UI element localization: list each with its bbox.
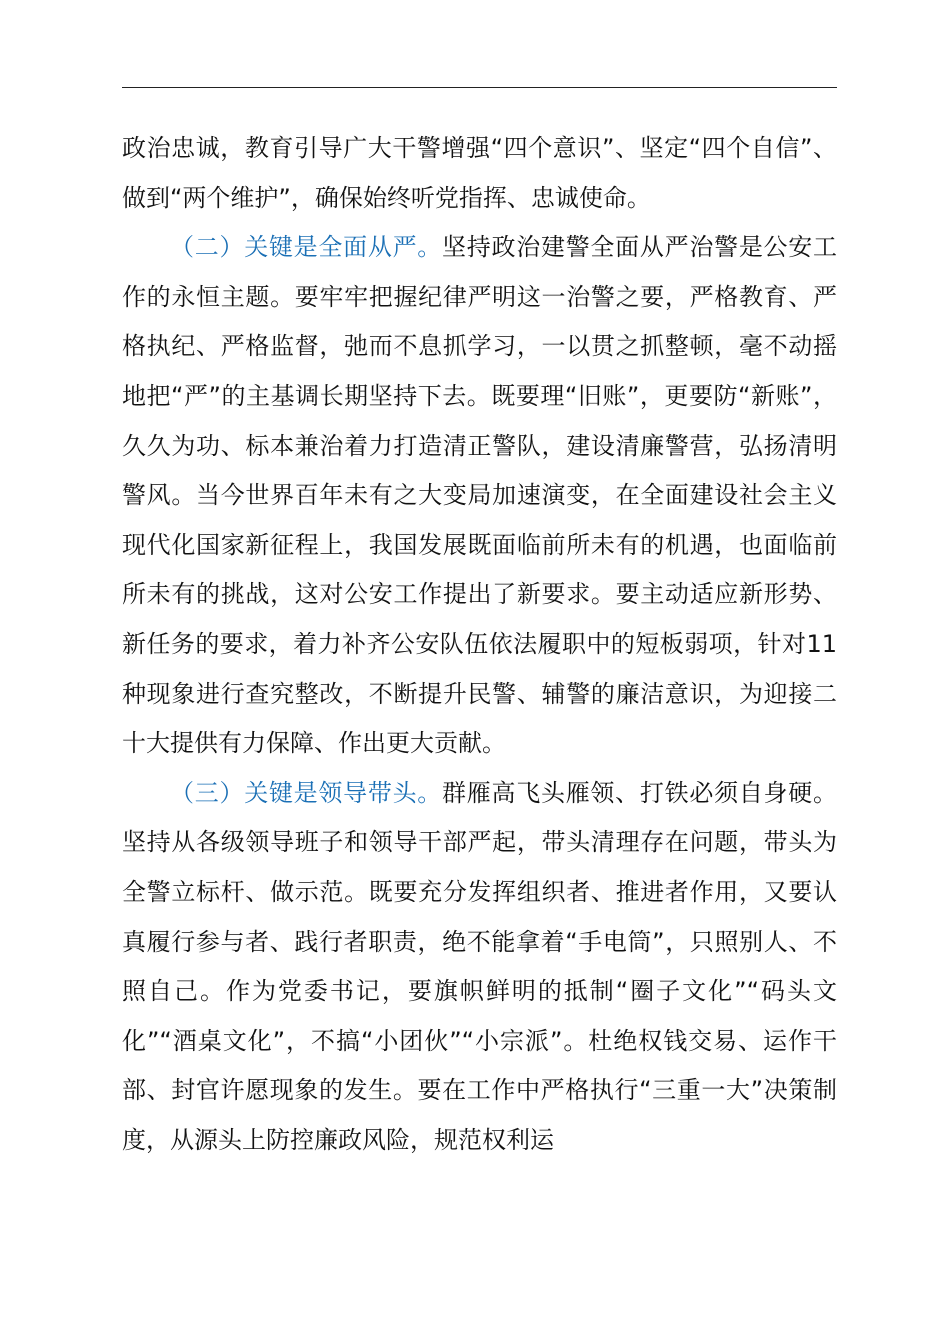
paragraph-continuation <box>122 124 837 223</box>
paragraph-body: 群雁高飞头雁领、打铁必须自身硬。坚持从各级领导班子和领导干部严起，带头清理存在问题，带头为全警立标杆、做示范。既要充分发挥组织者、推进者作用，又要认真履行参与者、践行者职责，绝不能拿着“手电筒”，只照别人、不照自己。作为党委书记，要旗帜鲜明的抵制“圈子文化”“码头文化”“酒桌文化”，不搞“小团伙”“小宗派”。杜绝权钱交易、运作干部、封官许愿现象的发生。要在工作中严格执行“三重一大”决策制度，从源头上防控廉政风险，规范权利运 <box>122 778 838 1154</box>
section-heading: （二）关键是全面从严。 <box>170 233 443 262</box>
header-rule <box>122 87 837 88</box>
paragraph-section-2 <box>122 223 837 769</box>
document-body <box>122 124 837 1165</box>
paragraph-body: 政治忠诚，教育引导广大干警增强“四个意识”、坚定“四个自信”、做到“两个维护”，确保始终听党指挥、忠诚使命。 <box>122 134 837 212</box>
section-heading: （三）关键是领导带头。 <box>170 778 443 807</box>
paragraph-body: 坚持政治建警全面从严治警是公安工作的永恒主题。要牢牢把握纪律严明这一治警之要，严格教育、严格执纪、严格监督，弛而不息抓学习，一以贯之抓整顿，毫不动摇地把“严”的主基调长期坚持下去。既要理“旧账”，更要防“新账”，久久为功、标本兼治着力打造清正警队，建设清廉警营，弘扬清明警风。当今世界百年未有之大变局加速演变，在全面建设社会主义现代化国家新征程上，我国发展既面临前所未有的机遇，也面临前所未有的挑战，这对公安工作提出了新要求。要主动适应新形势、新任务的要求，着力补齐公安队伍依法履职中的短板弱项，针对11种现象进行查究整改，不断提升民警、辅警的廉洁意识，为迎接二十大提供有力保障、作出更大贡献。 <box>122 233 838 758</box>
paragraph-section-3 <box>122 769 837 1166</box>
